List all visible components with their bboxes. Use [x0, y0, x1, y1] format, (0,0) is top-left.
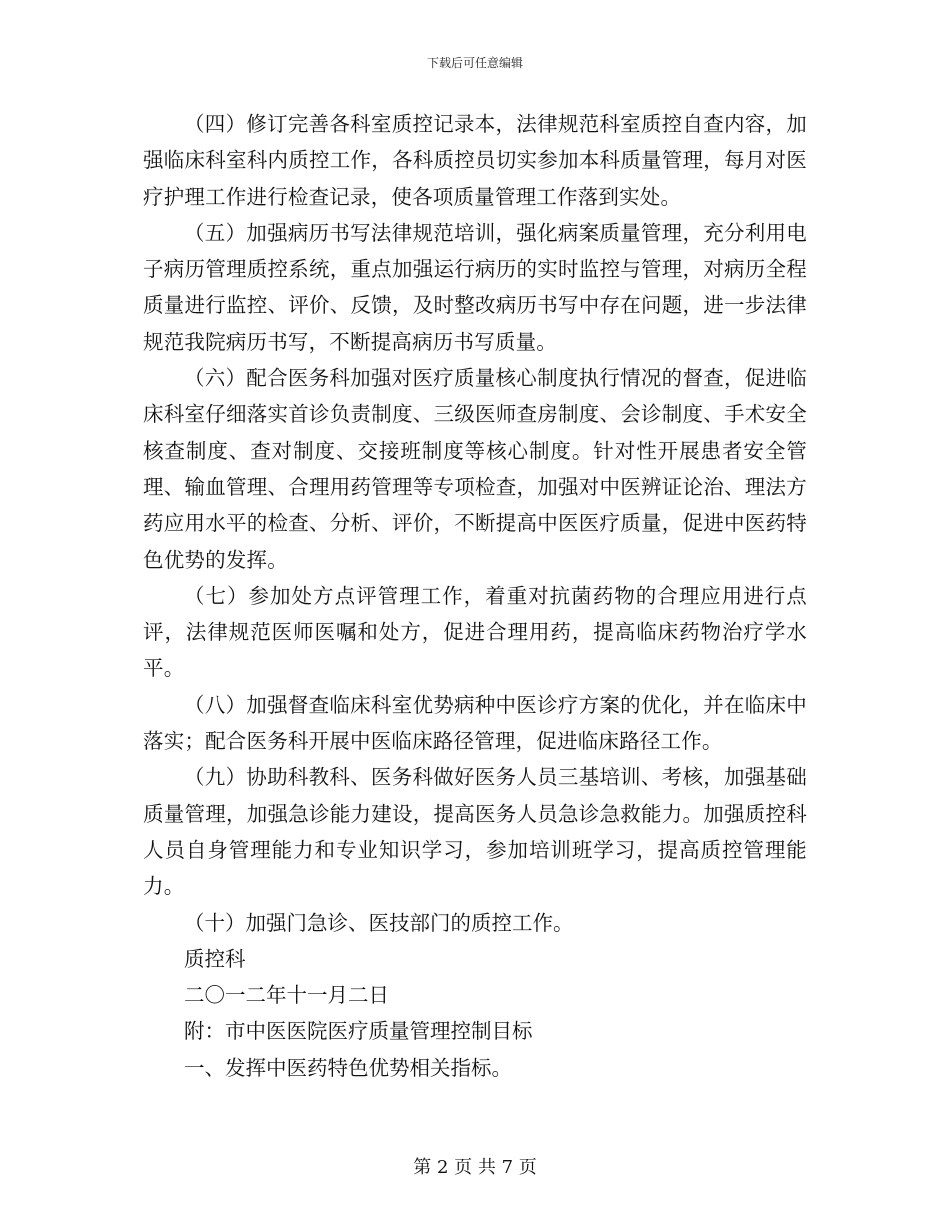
- page-number: 第 2 页 共 7 页: [413, 1157, 537, 1178]
- header-note: 下载后可任意编辑: [426, 56, 523, 70]
- paragraph-9: （九）协助科教科、医务科做好医务人员三基培训、考核，加强基础质量管理，加强急诊能力建设，提高医务人员急诊急救能力。加强质控科人员自身管理能力和专业知识学习，参加培训班学习，提高质控管理能力。: [143, 765, 807, 899]
- paragraph-8: （八）加强督查临床科室优势病种中医诊疗方案的优化，并在临床中落实；配合医务科开展中医临床路径管理，促进临床路径工作。: [143, 692, 807, 754]
- attachment-title: 附：市中医医院医疗质量管理控制目标: [184, 1019, 533, 1044]
- paragraph-7: （七）参加处方点评管理工作，着重对抗菌药物的合理应用进行点评，法律规范医师医嘱和处方，促进合理用药，提高临床药物治疗学水平。: [143, 583, 807, 681]
- paragraph-4: （四）修订完善各科室质控记录本，法律规范科室质控自查内容，加强临床科室科内质控工作，各科质控员切实参加本科质量管理，每月对医疗护理工作进行检查记录，使各项质量管理工作落到实处。: [143, 112, 807, 209]
- paragraph-6: （六）配合医务科加强对医疗质量核心制度执行情况的督查，促进临床科室仔细落实首诊负责制度、三级医师查房制度、会诊制度、手术安全核查制度、查对制度、交接班制度等核心制度。针对性开展患者安全管理、输血管理、合理用药管理等专项检查，加强对中医辨证论治、理法方药应用水平的检查、分析、评价，不断提高中医医疗质量，促进中医药特色优势的发挥。: [143, 366, 807, 572]
- signature-department: 质控科: [184, 946, 246, 971]
- document-body: [143, 106, 807, 1086]
- signature-date: 二〇一二年十一月二日: [184, 983, 389, 1008]
- paragraph-10: （十）加强门急诊、医技部门的质控工作。: [184, 910, 574, 935]
- section-heading: 一、发挥中医药特色优势相关指标。: [184, 1055, 512, 1080]
- paragraph-5: （五）加强病历书写法律规范培训，强化病案质量管理，充分利用电子病历管理质控系统，重点加强运行病历的实时监控与管理，对病历全程质量进行监控、评价、反馈，及时整改病历书写中存在问题，进一步法律规范我院病历书写，不断提高病历书写质量。: [143, 220, 807, 354]
